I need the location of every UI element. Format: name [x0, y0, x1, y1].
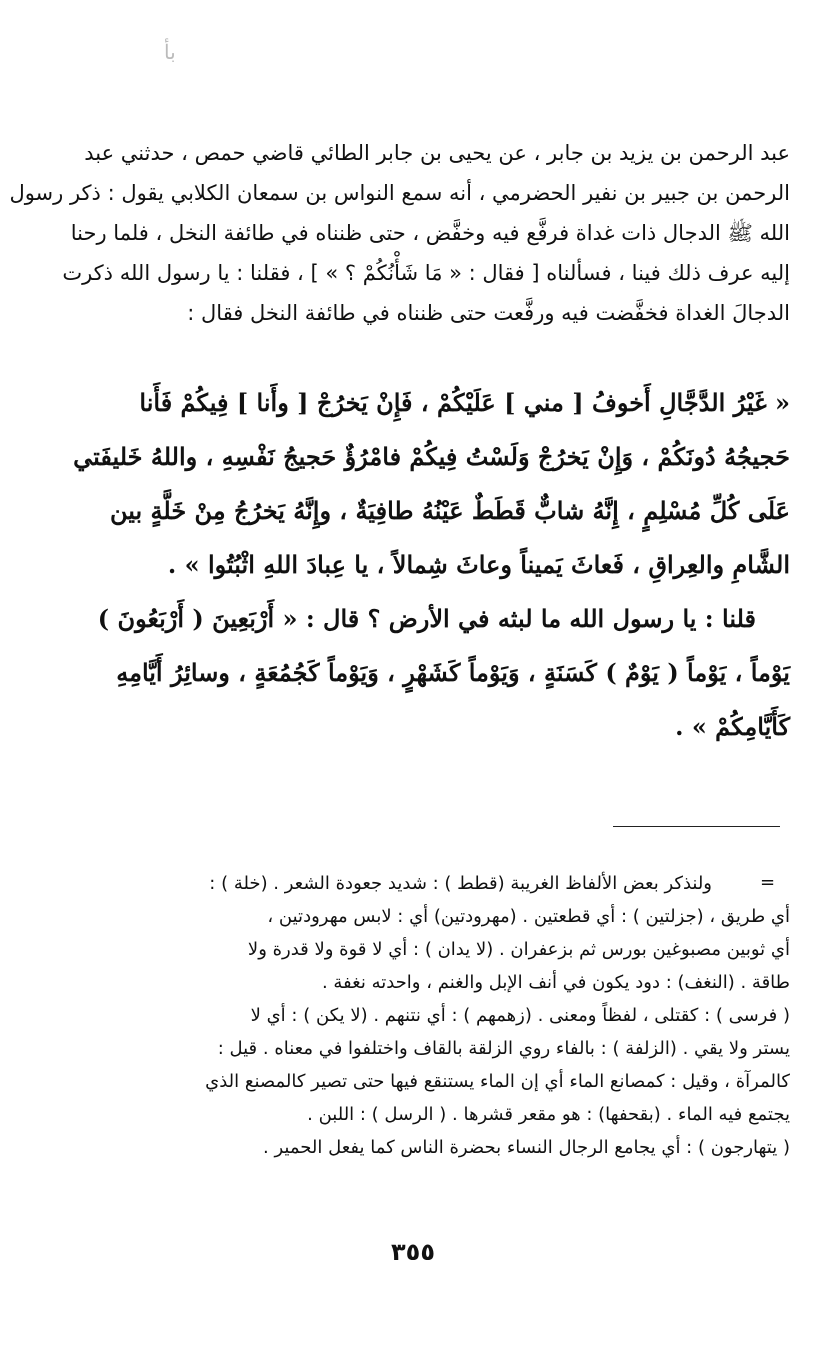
footnote-line: ( يتهارجون ) : أي يجامع الرجال النساء بحضرة الناس كما يفعل الحمير .	[263, 1137, 790, 1158]
footnotes	[100, 867, 790, 1164]
hadith-line: حَجيجُهُ دُونَكُمْ ، وَإِنْ يَخرُجْ وَلَسْتُ فِيكُمْ فامْرُؤٌ حَجيجُ نَفْسِهِ ، واللهُ خَليفَتي	[73, 442, 790, 471]
footnote-line: ( فرسى ) : كقتلى ، لفظاً ومعنى . (زهمهم ) : أي نتنهم . (لا يكن ) : أي لا	[250, 1005, 790, 1026]
page-number: ٣٥٥	[391, 1238, 435, 1266]
narration-line: الله ﷺ الدجال ذات غداة فرفَّع فيه وخفَّض ، حتى ظنناه في طائفة النخل ، فلما رحنا	[70, 221, 790, 245]
narration-line: إليه عرف ذلك فينا ، فسألناه [ فقال : « مَا شَأْنُكُمْ ؟ » ] ، فقلنا : يا رسول الله ذكرت	[62, 261, 790, 285]
hadith-line: كَأَيَّامِكُمْ » .	[675, 712, 790, 741]
narration-paragraph	[9, 133, 790, 333]
footnote-line: ولنذكر بعض الألفاظ الغريبة (قطط ) : شديد جعودة الشعر . (خلة ) :	[209, 873, 712, 894]
footnote-continuation-marker: =	[760, 872, 776, 893]
hadith-text	[73, 376, 790, 754]
footnote-separator	[613, 826, 780, 827]
footnote-line: يجتمع فيه الماء . (بقحفها) : هو مقعر قشرها . ( الرسل ) : اللبن .	[307, 1104, 790, 1125]
footnote-line: يستر ولا يقي . (الزلفة ) : بالفاء روي الزلقة بالقاف واختلفوا في معناه . قيل :	[217, 1038, 790, 1059]
hadith-line: قلنا : يا رسول الله ما لبثه في الأرض ؟ قال : « أَرْبَعِينَ ( أَرْبَعُونَ )	[97, 604, 756, 633]
hadith-line: الشَّامِ والعِراقِ ، فَعاثَ يَميناً وعاثَ شِمالاً ، يا عِبادَ اللهِ اثْبُتُوا » .	[167, 550, 790, 579]
footnote-line: كالمرآة ، وقيل : كمصانع الماء أي إن الماء يستنقع فيها حتى تصير كالمصنع الذي	[205, 1071, 790, 1092]
hadith-line: يَوْماً ، يَوْماً ( يَوْمٌ ) كَسَنَةٍ ، وَيَوْماً كَشَهْرٍ ، وَيَوْماً كَجُمُعَةٍ ، وسائِرُ أَيَّامِهِ	[116, 658, 790, 687]
footnote-line: أي طريق ، (جزلتين ) : أي قطعتين . (مهرودتين) أي : لابس مهرودتين ،	[267, 906, 790, 927]
footnote-line: أي ثوبين مصبوغين بورس ثم بزعفران . (لا يدان ) : أي لا قوة ولا قدرة ولا	[247, 939, 790, 960]
narration-line: الرحمن بن جبير بن نفير الحضرمي ، أنه سمع النواس بن سمعان الكلابي يقول : ذكر رسول	[9, 181, 790, 205]
hadith-line: عَلَى كُلِّ مُسْلِمٍ ، إِنَّهُ شابٌّ قَطَطٌ عَيْنُهُ طافِيَةٌ ، وإِنَّهُ يَخرُجُ مِنْ خَلَّةٍ بين	[109, 496, 790, 525]
footnote-line: طاقة . (النغف) : دود يكون في أنف الإبل والغنم ، واحدته نغفة .	[321, 972, 790, 993]
narration-line: عبد الرحمن بن يزيد بن جابر ، عن يحيى بن جابر الطائي قاضي حمص ، حدثني عبد	[84, 141, 790, 165]
hadith-line: « غَيْرُ الدَّجَّالِ أَخوفُ [ مني ] عَلَيْكُمْ ، فَإِنْ يَخرُجْ [ وأَنا ] فِيكُمْ فَأَنا	[139, 388, 790, 417]
narration-line: الدجالَ الغداة فخفَّضت فيه ورفَّعت حتى ظنناه في طائفة النخل فقال :	[187, 301, 790, 325]
handwritten-corner-mark: ﺑﺄ	[164, 40, 176, 64]
